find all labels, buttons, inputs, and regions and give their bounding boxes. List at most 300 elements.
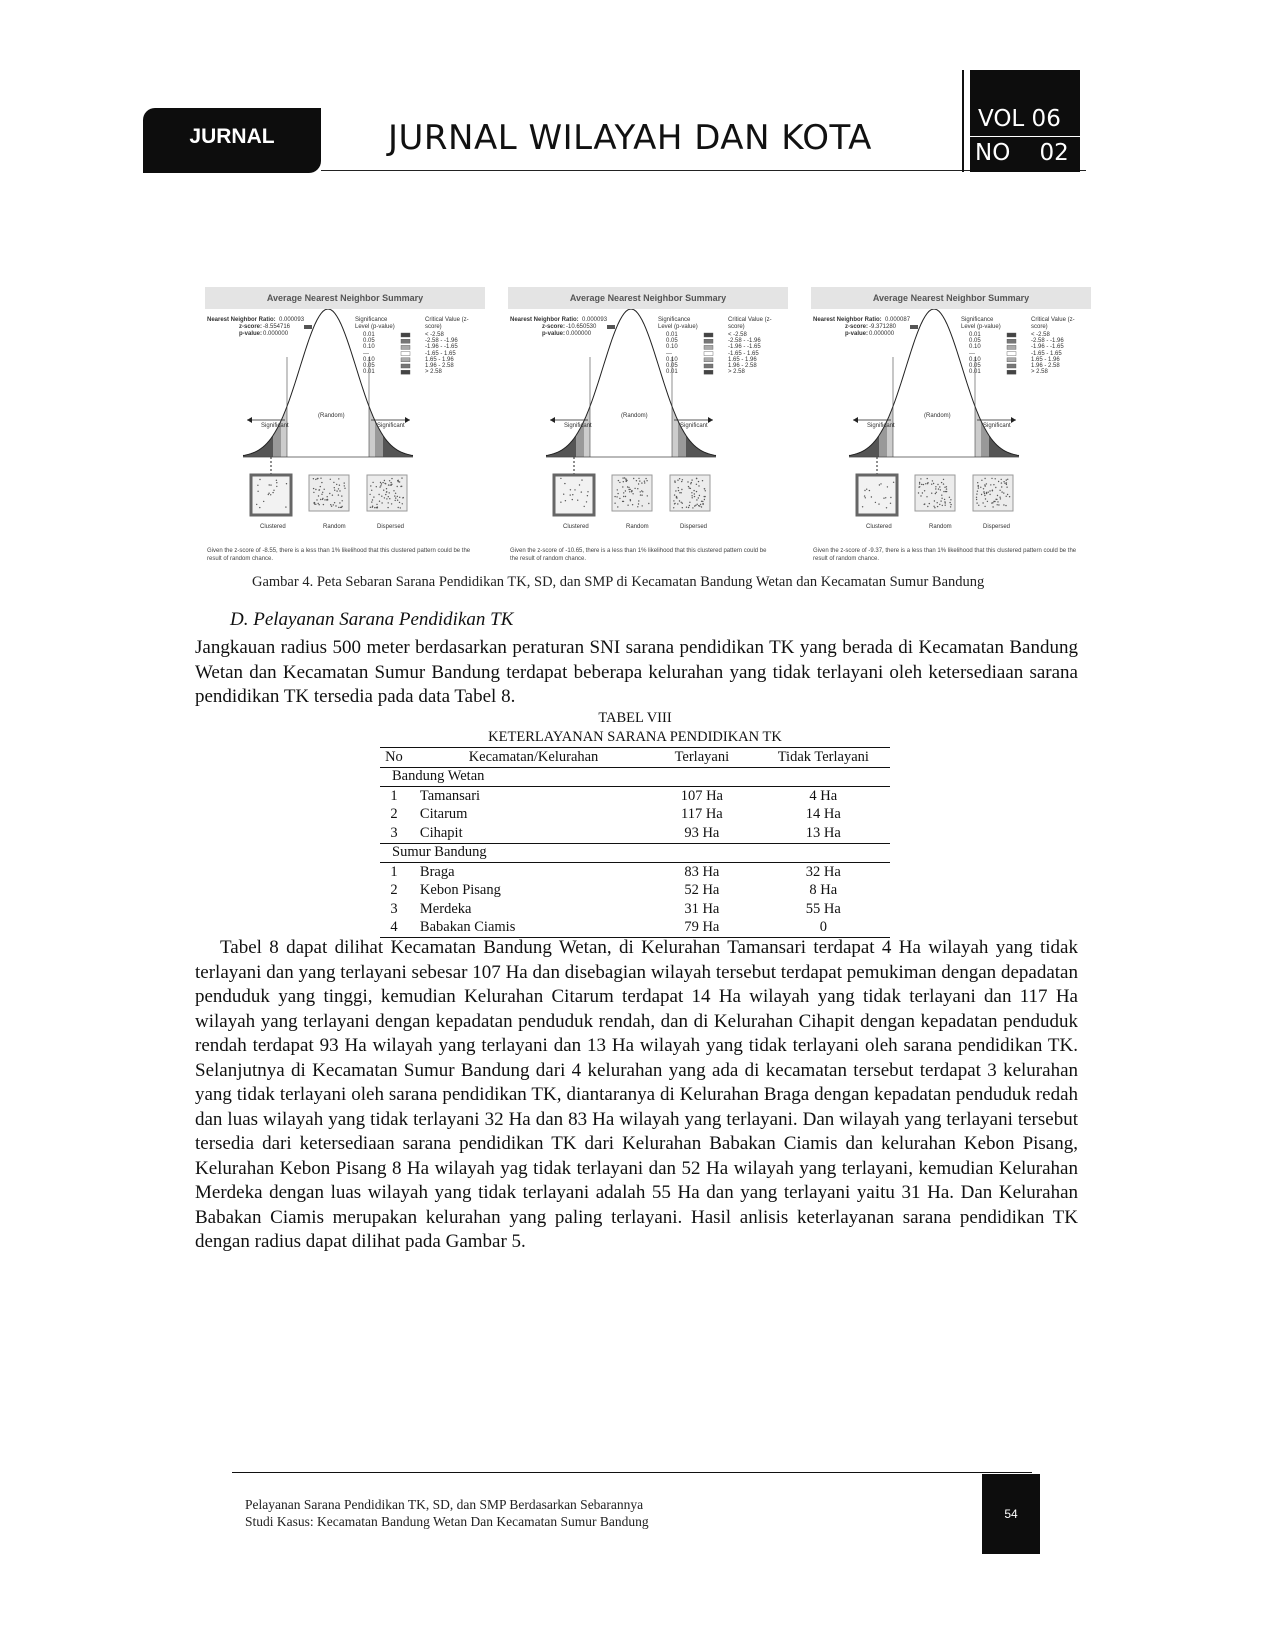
dispersed-dot <box>691 495 692 496</box>
ratio-label: Nearest Neighbor Ratio: <box>813 317 882 323</box>
random-dot <box>949 502 950 503</box>
clustered-dot <box>880 483 881 484</box>
intro-paragraph <box>195 636 1078 710</box>
legend-swatch <box>704 352 713 356</box>
dispersed-dot <box>699 495 700 496</box>
dispersed-dot <box>388 502 389 503</box>
clustered-dot <box>563 494 564 495</box>
table-row <box>380 787 890 806</box>
cell-name: Citarum <box>419 806 468 823</box>
random-dot <box>623 481 624 482</box>
dispersed-dot <box>983 488 984 489</box>
dispersed-dot <box>395 493 396 494</box>
dispersed-dot <box>380 482 381 483</box>
legend-p-value: 0.10 <box>666 356 678 363</box>
significant-right-label: Significant <box>983 423 1011 429</box>
service-table <box>380 747 890 938</box>
dispersed-label: Dispersed <box>983 524 1011 530</box>
legend-swatch <box>1007 333 1016 337</box>
clustered-dot <box>869 490 870 491</box>
random-dot <box>627 505 628 506</box>
random-dot <box>638 500 639 501</box>
dispersed-dot <box>691 479 692 480</box>
random-dot <box>339 502 340 503</box>
dispersed-dot <box>371 501 372 502</box>
dispersed-dot <box>391 478 392 479</box>
dispersed-dot <box>982 502 983 503</box>
random-dot <box>944 499 945 500</box>
legend-z-value: 1.96 - 2.58 <box>425 363 454 369</box>
random-dot <box>334 487 335 488</box>
random-dot <box>614 503 615 504</box>
clustered-dot <box>268 494 269 495</box>
dispersed-dot <box>385 483 386 484</box>
random-dot <box>949 497 950 498</box>
dispersed-dot <box>1001 486 1002 487</box>
legend-p-value: --- <box>969 350 975 357</box>
dispersed-dot <box>686 507 687 508</box>
random-dot <box>641 482 642 483</box>
dispersed-dot <box>677 503 678 504</box>
dispersed-dot <box>674 480 675 481</box>
table-row <box>380 824 890 843</box>
random-dot <box>927 506 928 507</box>
clustered-dot <box>885 497 886 498</box>
random-dot <box>624 477 625 478</box>
dispersed-dot <box>989 494 990 495</box>
random-dot <box>321 494 322 495</box>
legend-swatch <box>401 333 410 337</box>
left-arrowhead <box>550 417 555 423</box>
dispersed-dot <box>681 502 682 503</box>
dispersed-dot <box>397 500 398 501</box>
col-served: Terlayani <box>647 748 757 768</box>
volume-divider <box>966 136 1080 137</box>
ratio-label: Nearest Neighbor Ratio: <box>207 317 276 323</box>
significance-label: Significance Level (p-value) <box>355 317 395 330</box>
random-dot <box>340 507 341 508</box>
random-dot <box>641 495 642 496</box>
clustered-dot <box>272 492 273 493</box>
random-dot <box>645 478 646 479</box>
dispersed-dot <box>381 496 382 497</box>
random-dot <box>922 492 923 493</box>
cell-name: Braga <box>419 863 455 880</box>
dispersed-dot <box>976 502 977 503</box>
panel-title: Average Nearest Neighbor Summary <box>508 287 788 309</box>
dispersed-dot <box>992 506 993 507</box>
cell-no: 4 <box>380 919 408 938</box>
pvalue-value: 0.000000 <box>566 331 592 337</box>
legend-swatch <box>704 345 713 349</box>
dispersed-dot <box>997 495 998 496</box>
dispersed-dot <box>371 490 372 491</box>
legend-swatch <box>401 345 410 349</box>
random-dot <box>338 507 339 508</box>
cell-served: 52 Ha <box>684 882 720 899</box>
random-dot <box>622 486 623 487</box>
left-tail-dark <box>243 436 273 458</box>
clustered-dot <box>878 503 879 504</box>
dispersed-dot <box>399 502 400 503</box>
clustered-dot <box>866 489 867 490</box>
legend-swatch <box>1007 339 1016 343</box>
footer-line-1: Pelayanan Sarana Pendidikan TK, SD, dan SMP Berdasarkan Sebarannya <box>245 1497 644 1512</box>
clustered-dot <box>263 501 264 502</box>
clustered-dot <box>893 482 894 483</box>
legend-p-value: 0.10 <box>666 344 678 351</box>
random-dot <box>333 482 334 483</box>
dispersed-dot <box>391 484 392 485</box>
legend-z-value: < -2.58 <box>1031 332 1050 338</box>
dispersed-dot <box>1006 484 1007 485</box>
random-dot <box>920 495 921 496</box>
significance-label: Significance Level (p-value) <box>658 317 698 330</box>
dispersed-dot <box>385 494 386 495</box>
cell-served: 83 Ha <box>684 863 720 880</box>
legend-z-value: -2.58 - -1.96 <box>1031 338 1064 345</box>
pvalue-label: p-value: <box>542 331 566 337</box>
clustered-dot <box>581 479 582 480</box>
cell-unserved: 14 Ha <box>805 806 841 823</box>
dispersed-dot <box>691 492 692 493</box>
random-dot <box>632 493 633 494</box>
random-dot <box>627 486 628 487</box>
dispersed-dot <box>984 478 985 479</box>
dispersed-dot <box>986 483 987 484</box>
dispersed-dot <box>674 494 675 495</box>
dispersed-dot <box>978 487 979 488</box>
dispersed-dot <box>682 507 683 508</box>
dispersed-dot <box>700 504 701 505</box>
pvalue-label: p-value: <box>239 331 263 337</box>
col-name: Kecamatan/Kelurahan <box>408 748 647 768</box>
dispersed-dot <box>995 478 996 479</box>
random-dot <box>313 492 314 493</box>
dispersed-dot <box>991 502 992 503</box>
issue-number: NO 02 <box>975 140 1069 166</box>
random-dot <box>617 506 618 507</box>
random-dot <box>625 496 626 497</box>
random-dot <box>631 491 632 492</box>
dispersed-dot <box>698 485 699 486</box>
clustered-dot <box>285 506 286 507</box>
figure-caption: Gambar 4. Peta Sebaran Sarana Pendidikan TK, SD, dan SMP di Kecamatan Bandung Wetan dan Kecamatan Sumur Bandung <box>252 574 985 590</box>
legend-z-value: -2.58 - -1.96 <box>728 338 761 345</box>
random-dot <box>317 478 318 479</box>
cell-unserved: 13 Ha <box>757 824 890 843</box>
random-dot <box>950 506 951 507</box>
dispersed-dot <box>389 492 390 493</box>
random-label: (Random) <box>318 413 345 419</box>
random-dot <box>950 504 951 505</box>
dispersed-dot <box>1001 479 1002 480</box>
clustered-dot <box>276 482 277 483</box>
ratio-value: 0.000093 <box>582 317 608 323</box>
dispersed-dot <box>986 492 987 493</box>
random-dot <box>619 482 620 483</box>
dispersed-dot <box>399 481 400 482</box>
random-dot <box>938 488 939 489</box>
random-dot <box>934 500 935 501</box>
dispersed-dot <box>1006 496 1007 497</box>
clustered-pattern-box <box>857 475 897 515</box>
clustered-dot <box>560 478 561 479</box>
random-dot <box>646 480 647 481</box>
legend-swatch <box>704 358 713 362</box>
cell-served: 93 Ha <box>647 824 757 843</box>
dispersed-dot <box>374 507 375 508</box>
dispersed-dot <box>395 500 396 501</box>
legend-swatch <box>1007 370 1016 374</box>
dispersed-dot <box>673 500 674 501</box>
legend-p-value: 0.05 <box>969 363 981 369</box>
legend-p-value: 0.05 <box>666 363 678 369</box>
clustered-dot <box>587 495 588 496</box>
dispersed-dot <box>682 479 683 480</box>
legend-swatch <box>401 339 410 343</box>
random-dot <box>633 478 634 479</box>
dispersed-dot <box>696 491 697 492</box>
dispersed-dot <box>1001 491 1002 492</box>
random-dot <box>338 478 339 479</box>
dispersed-dot <box>401 477 402 478</box>
dispersed-dot <box>384 480 385 481</box>
legend-p-value: 0.10 <box>363 344 375 351</box>
dispersed-dot <box>1003 504 1004 505</box>
cell-unserved: 0 <box>757 919 890 938</box>
random-dot <box>941 482 942 483</box>
legend-p-value: 0.05 <box>363 363 375 369</box>
dispersed-dot <box>996 499 997 500</box>
legend-swatch <box>704 364 713 368</box>
footer-text <box>245 1496 649 1530</box>
panel-note: Given the z-score of -10.65, there is a less than 1% likelihood that this clustered pattern could be the result of random chance. <box>510 548 767 562</box>
legend-p-value: 0.01 <box>969 369 981 376</box>
random-dot <box>634 488 635 489</box>
dispersed-dot <box>1001 482 1002 483</box>
dispersed-dot <box>694 505 695 506</box>
dispersed-dot <box>981 480 982 481</box>
journal-tab-label: JURNAL <box>189 124 275 148</box>
random-dot <box>929 503 930 504</box>
random-dot <box>319 504 320 505</box>
random-dot <box>332 495 333 496</box>
random-dot <box>344 482 345 483</box>
random-dot <box>945 491 946 492</box>
group-label: Sumur Bandung <box>380 843 890 863</box>
pvalue-value: 0.000000 <box>263 331 289 337</box>
dispersed-dot <box>701 506 702 507</box>
clustered-dot <box>586 501 587 502</box>
clustered-dot <box>256 504 257 505</box>
dispersed-dot <box>383 490 384 491</box>
random-dot <box>936 492 937 493</box>
random-dot <box>344 488 345 489</box>
random-dot <box>342 500 343 501</box>
clustered-dot <box>886 507 887 508</box>
random-dot <box>636 480 637 481</box>
legend-swatch <box>1007 352 1016 356</box>
dispersed-dot <box>993 484 994 485</box>
critical-value-label: Critical Value (z-score) <box>1031 317 1075 330</box>
dispersed-dot <box>999 490 1000 491</box>
left-arrowhead <box>853 417 858 423</box>
cell-name: Babakan Ciamis <box>408 919 647 938</box>
panel-note: Given the z-score of -9.37, there is a less than 1% likelihood that this clustered pattern could be the result of random chance. <box>813 548 1077 562</box>
dispersed-dot <box>376 486 377 487</box>
dispersed-dot <box>397 496 398 497</box>
dispersed-dot <box>378 494 379 495</box>
dispersed-dot <box>390 484 391 485</box>
table-body <box>380 767 890 938</box>
dispersed-dot <box>682 503 683 504</box>
dispersed-dot <box>998 504 999 505</box>
random-dot <box>316 499 317 500</box>
legend-swatch <box>401 358 410 362</box>
clustered-dot <box>862 506 863 507</box>
random-dot <box>644 481 645 482</box>
random-dot <box>330 504 331 505</box>
dispersed-dot <box>1006 487 1007 488</box>
ratio-label: Nearest Neighbor Ratio: <box>510 317 579 323</box>
section-heading: D. Pelayanan Sarana Pendidikan TK <box>230 609 514 630</box>
dispersed-dot <box>696 484 697 485</box>
dispersed-dot <box>702 501 703 502</box>
group-label: Bandung Wetan <box>380 767 890 787</box>
clustered-dot <box>259 507 260 508</box>
random-dot <box>640 494 641 495</box>
zscore-label: z-score: <box>239 324 263 330</box>
dispersed-dot <box>391 503 392 504</box>
random-dot <box>644 482 645 483</box>
random-dot <box>946 488 947 489</box>
legend-p-value: 0.01 <box>666 369 678 376</box>
dispersed-dot <box>1007 494 1008 495</box>
random-dot <box>318 495 319 496</box>
clustered-dot <box>871 496 872 497</box>
significance-label: Significance Level (p-value) <box>961 317 1001 330</box>
dispersed-dot <box>698 497 699 498</box>
cell-unserved: 8 Ha <box>809 882 838 899</box>
right-tail-dark <box>383 436 413 458</box>
significant-right-label: Significant <box>680 423 708 429</box>
clustered-dot <box>257 491 258 492</box>
legend-swatch <box>704 333 713 337</box>
dispersed-dot <box>387 507 388 508</box>
ratio-value: 0.000087 <box>885 317 911 323</box>
random-dot <box>638 503 639 504</box>
dispersed-dot <box>1005 505 1006 506</box>
dispersed-dot <box>978 505 979 506</box>
dispersed-dot <box>977 482 978 483</box>
random-dot <box>320 478 321 479</box>
table-row <box>380 900 890 919</box>
dispersed-dot <box>394 495 395 496</box>
dispersed-dot <box>705 490 706 491</box>
body-text: Tabel 8 dapat dilihat Kecamatan Bandung Wetan, di Kelurahan Tamansari terdapat 4 Ha wilayah yang tidak terlayani dan yang terlayani sebesar 107 Ha dan disebagian wilayah tersebut terdapat pemukiman dengan depadatan penduduk yang tinggi, kemudian Kelurahan Citarum terdapat 14 Ha wilayah yang tidak terlayani dan 117 Ha wilayah yang terlayani dengan kepadatan penduduk rendah, dan di Kelurahan Cihapit dengan kepadatan penduduk rendah terdapat 93 Ha wilayah yang terlayani dan 13 Ha wilayah yang tidak terlayani oleh sarana pendidikan TK. Selanjutnya di Kecamatan Sumur Bandung dari 4 kelurahan yang ada di kecamatan tersebut terdapat 3 kelurahan yang tidak terlayani oleh sarana pendidikan TK, diantaranya di Kelurahan Braga dengan kepadatan penduduk redah dan luas wilayah yang tidak terlayani 32 Ha dan 83 Ha wilayah yang terlayani. Dan wilayah yang terlayani tersebut tersedia dari ketersediaan sarana pendidikan TK dari Kelurahan Babakan Ciamis dan kelurahan Kebon Pisang, Kelurahan Kebon Pisang 8 Ha wilayah yag tidak terlayani dan 52 Ha wilayah yang terlayani, kemudian Kelurahan Merdeka dengan luas wilayah yang tidak terlayani adalah 55 Ha dan yang terlayani yaitu 31 Ha. Dan Kelurahan Babakan Ciamis merupakan kelurahan yang paling terlayani. Hasil anlisis keterlayanan sarana pendidikan TK dengan radius dapat dilihat pada Gambar 5. <box>195 937 1078 1252</box>
legend-z-value: -1.96 - -1.65 <box>1031 344 1064 351</box>
page-number: 54 <box>1004 1507 1018 1521</box>
clustered-dot <box>581 491 582 492</box>
dispersed-dot <box>690 483 691 484</box>
legend-p-value: 0.10 <box>969 344 981 351</box>
random-dot <box>946 486 947 487</box>
dispersed-dot <box>695 505 696 506</box>
random-dot <box>628 487 629 488</box>
dispersed-dot <box>380 485 381 486</box>
right-arrowhead <box>405 417 410 423</box>
dispersed-dot <box>401 486 402 487</box>
dispersed-dot <box>987 501 988 502</box>
random-dot <box>638 483 639 484</box>
left-tail-dark <box>546 436 576 458</box>
dispersed-dot <box>676 497 677 498</box>
dispersed-dot <box>704 488 705 489</box>
zscore-marker <box>304 325 312 329</box>
dispersed-dot <box>372 499 373 500</box>
random-dot <box>324 499 325 500</box>
dispersed-dot <box>689 505 690 506</box>
random-dot <box>622 477 623 478</box>
dispersed-dot <box>678 487 679 488</box>
dispersed-dot <box>372 482 373 483</box>
footer-line-2: Studi Kasus: Kecamatan Bandung Wetan Dan Kecamatan Sumur Bandung <box>245 1514 649 1529</box>
dispersed-dot <box>692 507 693 508</box>
right-arrowhead <box>1011 417 1016 423</box>
random-dot <box>939 486 940 487</box>
random-dot <box>338 494 339 495</box>
random-dot <box>647 495 648 496</box>
dispersed-dot <box>674 482 675 483</box>
dispersed-dot <box>688 507 689 508</box>
dispersed-dot <box>393 490 394 491</box>
ann-summary-panel-3 <box>811 287 1091 565</box>
ann-summary-panel-1 <box>205 287 485 565</box>
legend-swatch <box>704 339 713 343</box>
random-dot <box>622 501 623 502</box>
random-dot <box>639 480 640 481</box>
dispersed-dot <box>675 490 676 491</box>
dispersed-dot <box>1004 483 1005 484</box>
dispersed-dot <box>398 481 399 482</box>
dispersed-dot <box>678 490 679 491</box>
random-dot <box>320 499 321 500</box>
random-dot <box>339 490 340 491</box>
dispersed-dot <box>993 501 994 502</box>
dispersed-dot <box>696 499 697 500</box>
random-dot <box>625 490 626 491</box>
dispersed-dot <box>679 478 680 479</box>
zscore-value: -8.554716 <box>263 324 291 330</box>
random-dot <box>315 504 316 505</box>
dispersed-dot <box>1006 482 1007 483</box>
random-dot <box>324 489 325 490</box>
random-dot <box>323 504 324 505</box>
clustered-dot <box>574 489 575 490</box>
dispersed-dot <box>992 490 993 491</box>
ann-summary-panel-2 <box>508 287 788 565</box>
random-dot <box>334 502 335 503</box>
dispersed-dot <box>984 493 985 494</box>
panel-title: Average Nearest Neighbor Summary <box>811 287 1091 309</box>
dispersed-dot <box>379 486 380 487</box>
random-dot <box>618 480 619 481</box>
dispersed-dot <box>388 496 389 497</box>
dispersed-dot <box>399 497 400 498</box>
clustered-dot <box>879 484 880 485</box>
random-dot <box>334 490 335 491</box>
